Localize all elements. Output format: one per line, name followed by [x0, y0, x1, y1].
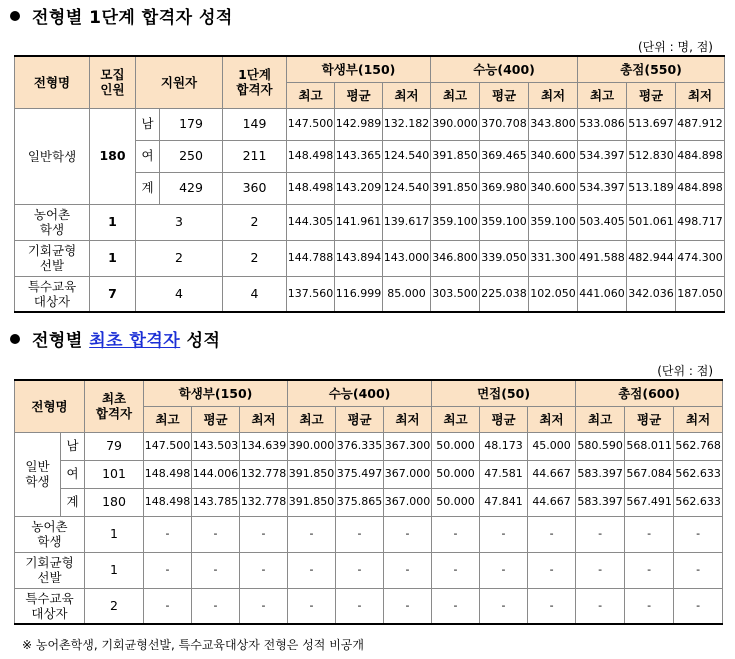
undisclosed-cell: -	[480, 516, 528, 552]
stage1-score-cell: 441.060	[578, 276, 627, 312]
applicant-count: 2	[136, 240, 223, 276]
section1-title: 전형별 1단계 합격자 성적	[32, 8, 233, 28]
first-score-cell: 367.000	[384, 460, 432, 488]
first-score-cell: 376.335	[336, 432, 384, 460]
recruit-count: 1	[90, 204, 136, 240]
first-admit-count: 79	[85, 432, 144, 460]
stage1-count: 360	[223, 172, 287, 204]
undisclosed-cell: -	[336, 516, 384, 552]
stage1-score-cell: 85.000	[383, 276, 431, 312]
table-row	[15, 488, 723, 516]
first-admit-count: 180	[85, 488, 144, 516]
first-score-cell: 375.865	[336, 488, 384, 516]
stage1-score-cell: 359.100	[529, 204, 578, 240]
stage1-score-cell: 474.300	[676, 240, 725, 276]
table-row	[15, 460, 723, 488]
type-name: 일반 학생	[15, 432, 61, 516]
gender-label: 남	[136, 108, 160, 140]
sub-max: 최고	[288, 406, 336, 432]
table-row	[15, 108, 725, 140]
sub-avg: 평균	[627, 82, 676, 108]
footnote: ※ 농어촌학생, 기회균형선발, 특수교육대상자 전형은 성적 비공개	[22, 638, 364, 652]
stage1-score-cell: 124.540	[383, 140, 431, 172]
stage1-score-cell: 148.498	[287, 140, 335, 172]
stage1-score-cell: 102.050	[529, 276, 578, 312]
sub-avg: 평균	[480, 406, 528, 432]
sub-min: 최저	[383, 82, 431, 108]
stage1-score-cell: 187.050	[676, 276, 725, 312]
section1-heading	[10, 3, 233, 28]
undisclosed-cell: -	[432, 516, 480, 552]
section2-heading	[10, 326, 220, 351]
stage1-score-cell: 143.000	[383, 240, 431, 276]
stage1-score-cell: 534.397	[578, 140, 627, 172]
first-score-cell: 144.006	[192, 460, 240, 488]
undisclosed-cell: -	[336, 588, 384, 624]
type-name: 농어촌 학생	[15, 204, 90, 240]
stage1-score-cell: 340.600	[529, 140, 578, 172]
recruit-count: 1	[90, 240, 136, 276]
stage1-score-cell: 533.086	[578, 108, 627, 140]
stage1-score-cell: 482.944	[627, 240, 676, 276]
first-score-cell: 48.173	[480, 432, 528, 460]
sub-avg: 평균	[335, 82, 383, 108]
stage1-score-cell: 391.850	[431, 172, 480, 204]
stage1-score-cell: 501.061	[627, 204, 676, 240]
sub-max: 최고	[578, 82, 627, 108]
table-row	[15, 516, 723, 552]
undisclosed-cell: -	[674, 516, 723, 552]
col-stage1: 1단계 합격자	[223, 56, 287, 108]
section2-unit: (단위 : 점)	[657, 364, 713, 378]
stage1-score-cell: 503.405	[578, 204, 627, 240]
section2-title-suffix: 성적	[180, 331, 221, 351]
col-recruit: 모집 인원	[90, 56, 136, 108]
first-score-cell: 562.633	[674, 460, 723, 488]
undisclosed-cell: -	[576, 516, 625, 552]
table-row	[15, 204, 725, 240]
undisclosed-cell: -	[144, 588, 192, 624]
stage1-score-cell: 331.300	[529, 240, 578, 276]
stage1-count: 4	[223, 276, 287, 312]
stage1-score-cell: 137.560	[287, 276, 335, 312]
undisclosed-cell: -	[384, 588, 432, 624]
undisclosed-cell: -	[192, 588, 240, 624]
stage1-score-cell: 147.500	[287, 108, 335, 140]
table-row	[15, 588, 723, 624]
stage1-score-cell: 359.100	[431, 204, 480, 240]
recruit-count: 7	[90, 276, 136, 312]
sub-avg: 평균	[625, 406, 674, 432]
stage1-score-cell: 141.961	[335, 204, 383, 240]
applicant-count: 4	[136, 276, 223, 312]
stage1-score-cell: 124.540	[383, 172, 431, 204]
stage1-results-table	[14, 55, 725, 313]
first-score-cell: 148.498	[144, 460, 192, 488]
stage1-score-cell: 303.500	[431, 276, 480, 312]
stage1-score-cell: 142.989	[335, 108, 383, 140]
section2-title-prefix: 전형별	[32, 331, 90, 351]
table-row	[15, 240, 725, 276]
sub-max: 최고	[432, 406, 480, 432]
first-score-cell: 47.841	[480, 488, 528, 516]
first-score-cell: 143.785	[192, 488, 240, 516]
sub-min: 최저	[676, 82, 725, 108]
stage1-score-cell: 487.912	[676, 108, 725, 140]
first-score-cell: 583.397	[576, 460, 625, 488]
undisclosed-cell: -	[625, 588, 674, 624]
bullet-icon	[10, 11, 20, 21]
stage1-score-cell: 342.036	[627, 276, 676, 312]
gender-label: 여	[136, 140, 160, 172]
stage1-score-cell: 484.898	[676, 172, 725, 204]
undisclosed-cell: -	[384, 552, 432, 588]
col-total: 총점(550)	[578, 56, 725, 82]
first-admits-results-table	[14, 379, 723, 625]
stage1-score-cell: 144.305	[287, 204, 335, 240]
stage1-score-cell: 339.050	[480, 240, 529, 276]
sub-max: 최고	[144, 406, 192, 432]
section1-unit: (단위 : 명, 점)	[637, 40, 713, 54]
stage1-score-cell: 144.788	[287, 240, 335, 276]
stage1-score-cell: 512.830	[627, 140, 676, 172]
col-interview: 면접(50)	[432, 380, 576, 406]
undisclosed-cell: -	[432, 588, 480, 624]
gender-label: 계	[61, 488, 85, 516]
stage1-score-cell: 116.999	[335, 276, 383, 312]
stage1-score-cell: 390.000	[431, 108, 480, 140]
col-type: 전형명	[15, 380, 85, 432]
col-first-admits: 최초 합격자	[85, 380, 144, 432]
gender-label: 남	[61, 432, 85, 460]
first-score-cell: 391.850	[288, 488, 336, 516]
col-type: 전형명	[15, 56, 90, 108]
undisclosed-cell: -	[336, 552, 384, 588]
stage1-score-cell: 143.209	[335, 172, 383, 204]
stage1-score-cell: 513.697	[627, 108, 676, 140]
first-score-cell: 50.000	[432, 488, 480, 516]
first-score-cell: 147.500	[144, 432, 192, 460]
sub-avg: 평균	[336, 406, 384, 432]
undisclosed-cell: -	[674, 552, 723, 588]
col-total: 총점(600)	[576, 380, 723, 406]
type-name: 특수교육 대상자	[15, 276, 90, 312]
undisclosed-cell: -	[480, 588, 528, 624]
undisclosed-cell: -	[674, 588, 723, 624]
bullet-icon	[10, 334, 20, 344]
col-csat: 수능(400)	[288, 380, 432, 406]
first-score-cell: 45.000	[528, 432, 576, 460]
sub-max: 최고	[576, 406, 625, 432]
type-name: 농어촌 학생	[15, 516, 85, 552]
undisclosed-cell: -	[240, 552, 288, 588]
stage1-score-cell: 132.182	[383, 108, 431, 140]
sub-min: 최저	[528, 406, 576, 432]
undisclosed-cell: -	[288, 516, 336, 552]
undisclosed-cell: -	[528, 588, 576, 624]
undisclosed-cell: -	[528, 516, 576, 552]
first-admit-count: 1	[85, 516, 144, 552]
stage1-count: 149	[223, 108, 287, 140]
undisclosed-cell: -	[144, 552, 192, 588]
first-score-cell: 47.581	[480, 460, 528, 488]
first-score-cell: 50.000	[432, 432, 480, 460]
stage1-score-cell: 143.365	[335, 140, 383, 172]
stage1-score-cell: 139.617	[383, 204, 431, 240]
first-admit-count: 101	[85, 460, 144, 488]
applicant-count: 429	[160, 172, 223, 204]
type-name: 기회균형 선발	[15, 240, 90, 276]
sub-min: 최저	[529, 82, 578, 108]
stage1-score-cell: 534.397	[578, 172, 627, 204]
stage1-score-cell: 498.717	[676, 204, 725, 240]
stage1-score-cell: 143.894	[335, 240, 383, 276]
first-score-cell: 583.397	[576, 488, 625, 516]
undisclosed-cell: -	[288, 588, 336, 624]
stage1-score-cell: 369.980	[480, 172, 529, 204]
stage1-score-cell: 391.850	[431, 140, 480, 172]
col-record: 학생부(150)	[144, 380, 288, 406]
first-score-cell: 367.000	[384, 488, 432, 516]
gender-label: 계	[136, 172, 160, 204]
col-record: 학생부(150)	[287, 56, 431, 82]
stage1-score-cell: 148.498	[287, 172, 335, 204]
stage1-score-cell: 484.898	[676, 140, 725, 172]
first-score-cell: 44.667	[528, 488, 576, 516]
first-score-cell: 375.497	[336, 460, 384, 488]
applicant-count: 3	[136, 204, 223, 240]
sub-max: 최고	[287, 82, 335, 108]
stage1-score-cell: 513.189	[627, 172, 676, 204]
first-score-cell: 562.633	[674, 488, 723, 516]
stage1-score-cell: 491.588	[578, 240, 627, 276]
first-score-cell: 367.300	[384, 432, 432, 460]
applicant-count: 250	[160, 140, 223, 172]
undisclosed-cell: -	[528, 552, 576, 588]
first-score-cell: 132.778	[240, 460, 288, 488]
undisclosed-cell: -	[576, 552, 625, 588]
header-row	[15, 380, 723, 406]
stage1-score-cell: 343.800	[529, 108, 578, 140]
sub-avg: 평균	[192, 406, 240, 432]
first-score-cell: 44.667	[528, 460, 576, 488]
first-score-cell: 134.639	[240, 432, 288, 460]
undisclosed-cell: -	[192, 552, 240, 588]
first-admit-count: 2	[85, 588, 144, 624]
undisclosed-cell: -	[480, 552, 528, 588]
undisclosed-cell: -	[384, 516, 432, 552]
first-score-cell: 567.491	[625, 488, 674, 516]
first-score-cell: 50.000	[432, 460, 480, 488]
first-score-cell: 580.590	[576, 432, 625, 460]
header-row	[15, 56, 725, 82]
type-name: 특수교육 대상자	[15, 588, 85, 624]
sub-avg: 평균	[480, 82, 529, 108]
undisclosed-cell: -	[576, 588, 625, 624]
undisclosed-cell: -	[240, 588, 288, 624]
stage1-count: 211	[223, 140, 287, 172]
undisclosed-cell: -	[144, 516, 192, 552]
stage1-score-cell: 340.600	[529, 172, 578, 204]
stage1-score-cell: 346.800	[431, 240, 480, 276]
stage1-score-cell: 370.708	[480, 108, 529, 140]
first-score-cell: 391.850	[288, 460, 336, 488]
type-name: 일반학생	[15, 108, 90, 204]
recruit-count: 180	[90, 108, 136, 204]
stage1-count: 2	[223, 204, 287, 240]
table-row	[15, 432, 723, 460]
stage1-score-cell: 359.100	[480, 204, 529, 240]
sub-max: 최고	[431, 82, 480, 108]
first-score-cell: 562.768	[674, 432, 723, 460]
table-row	[15, 276, 725, 312]
sub-min: 최저	[384, 406, 432, 432]
stage1-score-cell: 369.465	[480, 140, 529, 172]
first-score-cell: 143.503	[192, 432, 240, 460]
first-score-cell: 148.498	[144, 488, 192, 516]
sub-min: 최저	[240, 406, 288, 432]
stage1-score-cell: 225.038	[480, 276, 529, 312]
first-score-cell: 390.000	[288, 432, 336, 460]
first-score-cell: 132.778	[240, 488, 288, 516]
undisclosed-cell: -	[625, 516, 674, 552]
undisclosed-cell: -	[432, 552, 480, 588]
col-applicants: 지원자	[136, 56, 223, 108]
applicant-count: 179	[160, 108, 223, 140]
undisclosed-cell: -	[288, 552, 336, 588]
undisclosed-cell: -	[240, 516, 288, 552]
type-name: 기회균형 선발	[15, 552, 85, 588]
section2-title-link[interactable]: 최초 합격자	[89, 331, 181, 351]
undisclosed-cell: -	[625, 552, 674, 588]
col-csat: 수능(400)	[431, 56, 578, 82]
gender-label: 여	[61, 460, 85, 488]
sub-min: 최저	[674, 406, 723, 432]
first-score-cell: 568.011	[625, 432, 674, 460]
first-admit-count: 1	[85, 552, 144, 588]
first-score-cell: 567.084	[625, 460, 674, 488]
table-row	[15, 552, 723, 588]
undisclosed-cell: -	[192, 516, 240, 552]
stage1-count: 2	[223, 240, 287, 276]
